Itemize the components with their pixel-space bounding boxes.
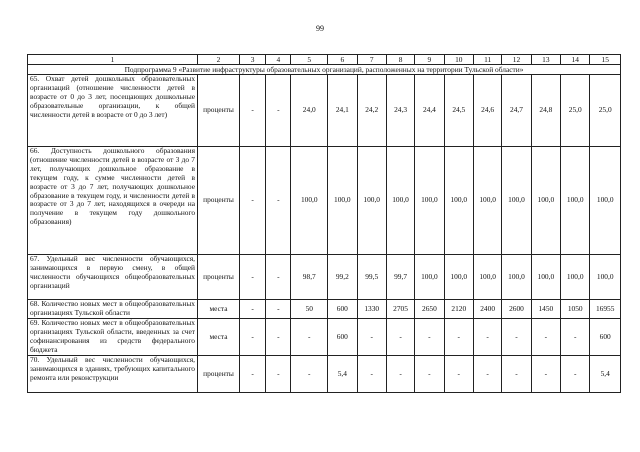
value-cell: 24,4 [415,75,444,147]
value-cell: 24,8 [531,75,560,147]
value-cell: 24,0 [291,75,328,147]
value-cell: 25,0 [561,75,590,147]
value-cell: 100,0 [291,147,328,255]
column-number: 8 [386,55,414,65]
column-number: 7 [357,55,386,65]
value-cell: - [266,300,291,319]
table-row [28,75,621,147]
column-number: 10 [444,55,473,65]
subprogram-row [28,65,621,75]
column-number: 13 [531,55,560,65]
value-cell: 5,4 [590,356,621,393]
indicator-cell: 66. Доступность дошкольного образования (отношение численности детей в возрасте от 3 до 7 лет, получающих дошкольное образование в текущем году, к сумме численности детей в возрасте от 3 до 7 лет, получающих дошкольное образование в текущем году, и численности детей в возрасте от 3 до 7 лет, находящихся в очереди на получение в текущем году дошкольного образования) [28,147,198,255]
value-cell: - [291,319,328,356]
table-row [28,255,621,300]
unit-cell: проценты [198,75,240,147]
value-cell: 100,0 [531,147,560,255]
column-number: 3 [239,55,265,65]
value-cell: 600 [328,300,357,319]
value-cell: 1450 [531,300,560,319]
value-cell: 1330 [357,300,386,319]
column-number: 4 [266,55,291,65]
column-number-row [28,55,621,65]
value-cell: 100,0 [415,147,444,255]
value-cell: - [415,356,444,393]
column-number: 2 [198,55,240,65]
unit-cell: проценты [198,356,240,393]
unit-cell: проценты [198,147,240,255]
value-cell: - [357,319,386,356]
value-cell: - [266,255,291,300]
value-cell: 24,5 [444,75,473,147]
column-number: 9 [415,55,444,65]
table-row [28,356,621,393]
value-cell: 100,0 [357,147,386,255]
value-cell: 100,0 [502,147,531,255]
value-cell: 24,6 [473,75,501,147]
value-cell: - [502,319,531,356]
value-cell: - [239,147,265,255]
column-number: 1 [28,55,198,65]
value-cell: 2705 [386,300,414,319]
value-cell: 100,0 [328,147,357,255]
column-number: 5 [291,55,328,65]
value-cell: - [239,300,265,319]
value-cell: - [531,356,560,393]
value-cell: 100,0 [444,255,473,300]
value-cell: 100,0 [531,255,560,300]
value-cell: 5,4 [328,356,357,393]
subprogram-title: Подпрограмма 9 «Развитие инфраструктуры образовательных организаций, расположенных на территории Тульской области» [28,65,621,75]
column-number: 14 [561,55,590,65]
value-cell: - [239,75,265,147]
value-cell: 25,0 [590,75,621,147]
column-number: 6 [328,55,357,65]
column-number: 12 [502,55,531,65]
table-row [28,319,621,356]
value-cell: - [266,147,291,255]
value-cell: 2400 [473,300,501,319]
value-cell: 99,7 [386,255,414,300]
value-cell: 2600 [502,300,531,319]
value-cell: 600 [590,319,621,356]
indicators-table [27,54,621,393]
value-cell: 100,0 [473,147,501,255]
value-cell: 50 [291,300,328,319]
value-cell: - [239,356,265,393]
value-cell: 100,0 [590,255,621,300]
page-number: 99 [316,24,324,33]
value-cell: 100,0 [502,255,531,300]
value-cell: 100,0 [386,147,414,255]
value-cell: - [531,319,560,356]
value-cell: - [561,319,590,356]
value-cell: - [444,356,473,393]
value-cell: - [291,356,328,393]
value-cell: 100,0 [444,147,473,255]
value-cell: - [266,356,291,393]
value-cell: - [357,356,386,393]
column-number: 11 [473,55,501,65]
table-row [28,147,621,255]
value-cell: 2120 [444,300,473,319]
column-number: 15 [590,55,621,65]
value-cell: 2650 [415,300,444,319]
unit-cell: места [198,300,240,319]
value-cell: - [473,356,501,393]
value-cell: 100,0 [561,255,590,300]
unit-cell: места [198,319,240,356]
value-cell: 24,3 [386,75,414,147]
value-cell: - [266,319,291,356]
value-cell: - [502,356,531,393]
value-cell: 24,1 [328,75,357,147]
value-cell: - [444,319,473,356]
value-cell: - [266,75,291,147]
indicator-cell: 69. Количество новых мест в общеобразовательных организациях Тульской области, введенных за счет софинансирования из средств федерального бюджета [28,319,198,356]
value-cell: 100,0 [473,255,501,300]
unit-cell: проценты [198,255,240,300]
value-cell: - [473,319,501,356]
value-cell: - [239,319,265,356]
value-cell: - [386,319,414,356]
value-cell: - [415,319,444,356]
indicator-cell: 68. Количество новых мест в общеобразовательных организациях Тульской области [28,300,198,319]
value-cell: 24,7 [502,75,531,147]
value-cell: - [386,356,414,393]
indicator-cell: 70. Удельный вес численности обучающихся, занимающихся в зданиях, требующих капитального ремонта или реконструкции [28,356,198,393]
value-cell: 24,2 [357,75,386,147]
indicator-cell: 65. Охват детей дошкольных образовательных организаций (отношение численности детей в возрасте от 0 до 3 лет, посещающих дошкольные образовательные организации, к общей численности детей в возрасте от 0 до 3 лет) [28,75,198,147]
value-cell: 100,0 [561,147,590,255]
value-cell: 100,0 [415,255,444,300]
value-cell: 99,5 [357,255,386,300]
value-cell: - [561,356,590,393]
value-cell: 1050 [561,300,590,319]
value-cell: 16955 [590,300,621,319]
value-cell: 98,7 [291,255,328,300]
value-cell: - [239,255,265,300]
table-row [28,300,621,319]
indicator-cell: 67. Удельный вес численности обучающихся, занимающихся в первую смену, в общей численности обучающихся общеобразовательных организаций [28,255,198,300]
value-cell: 100,0 [590,147,621,255]
value-cell: 600 [328,319,357,356]
value-cell: 99,2 [328,255,357,300]
